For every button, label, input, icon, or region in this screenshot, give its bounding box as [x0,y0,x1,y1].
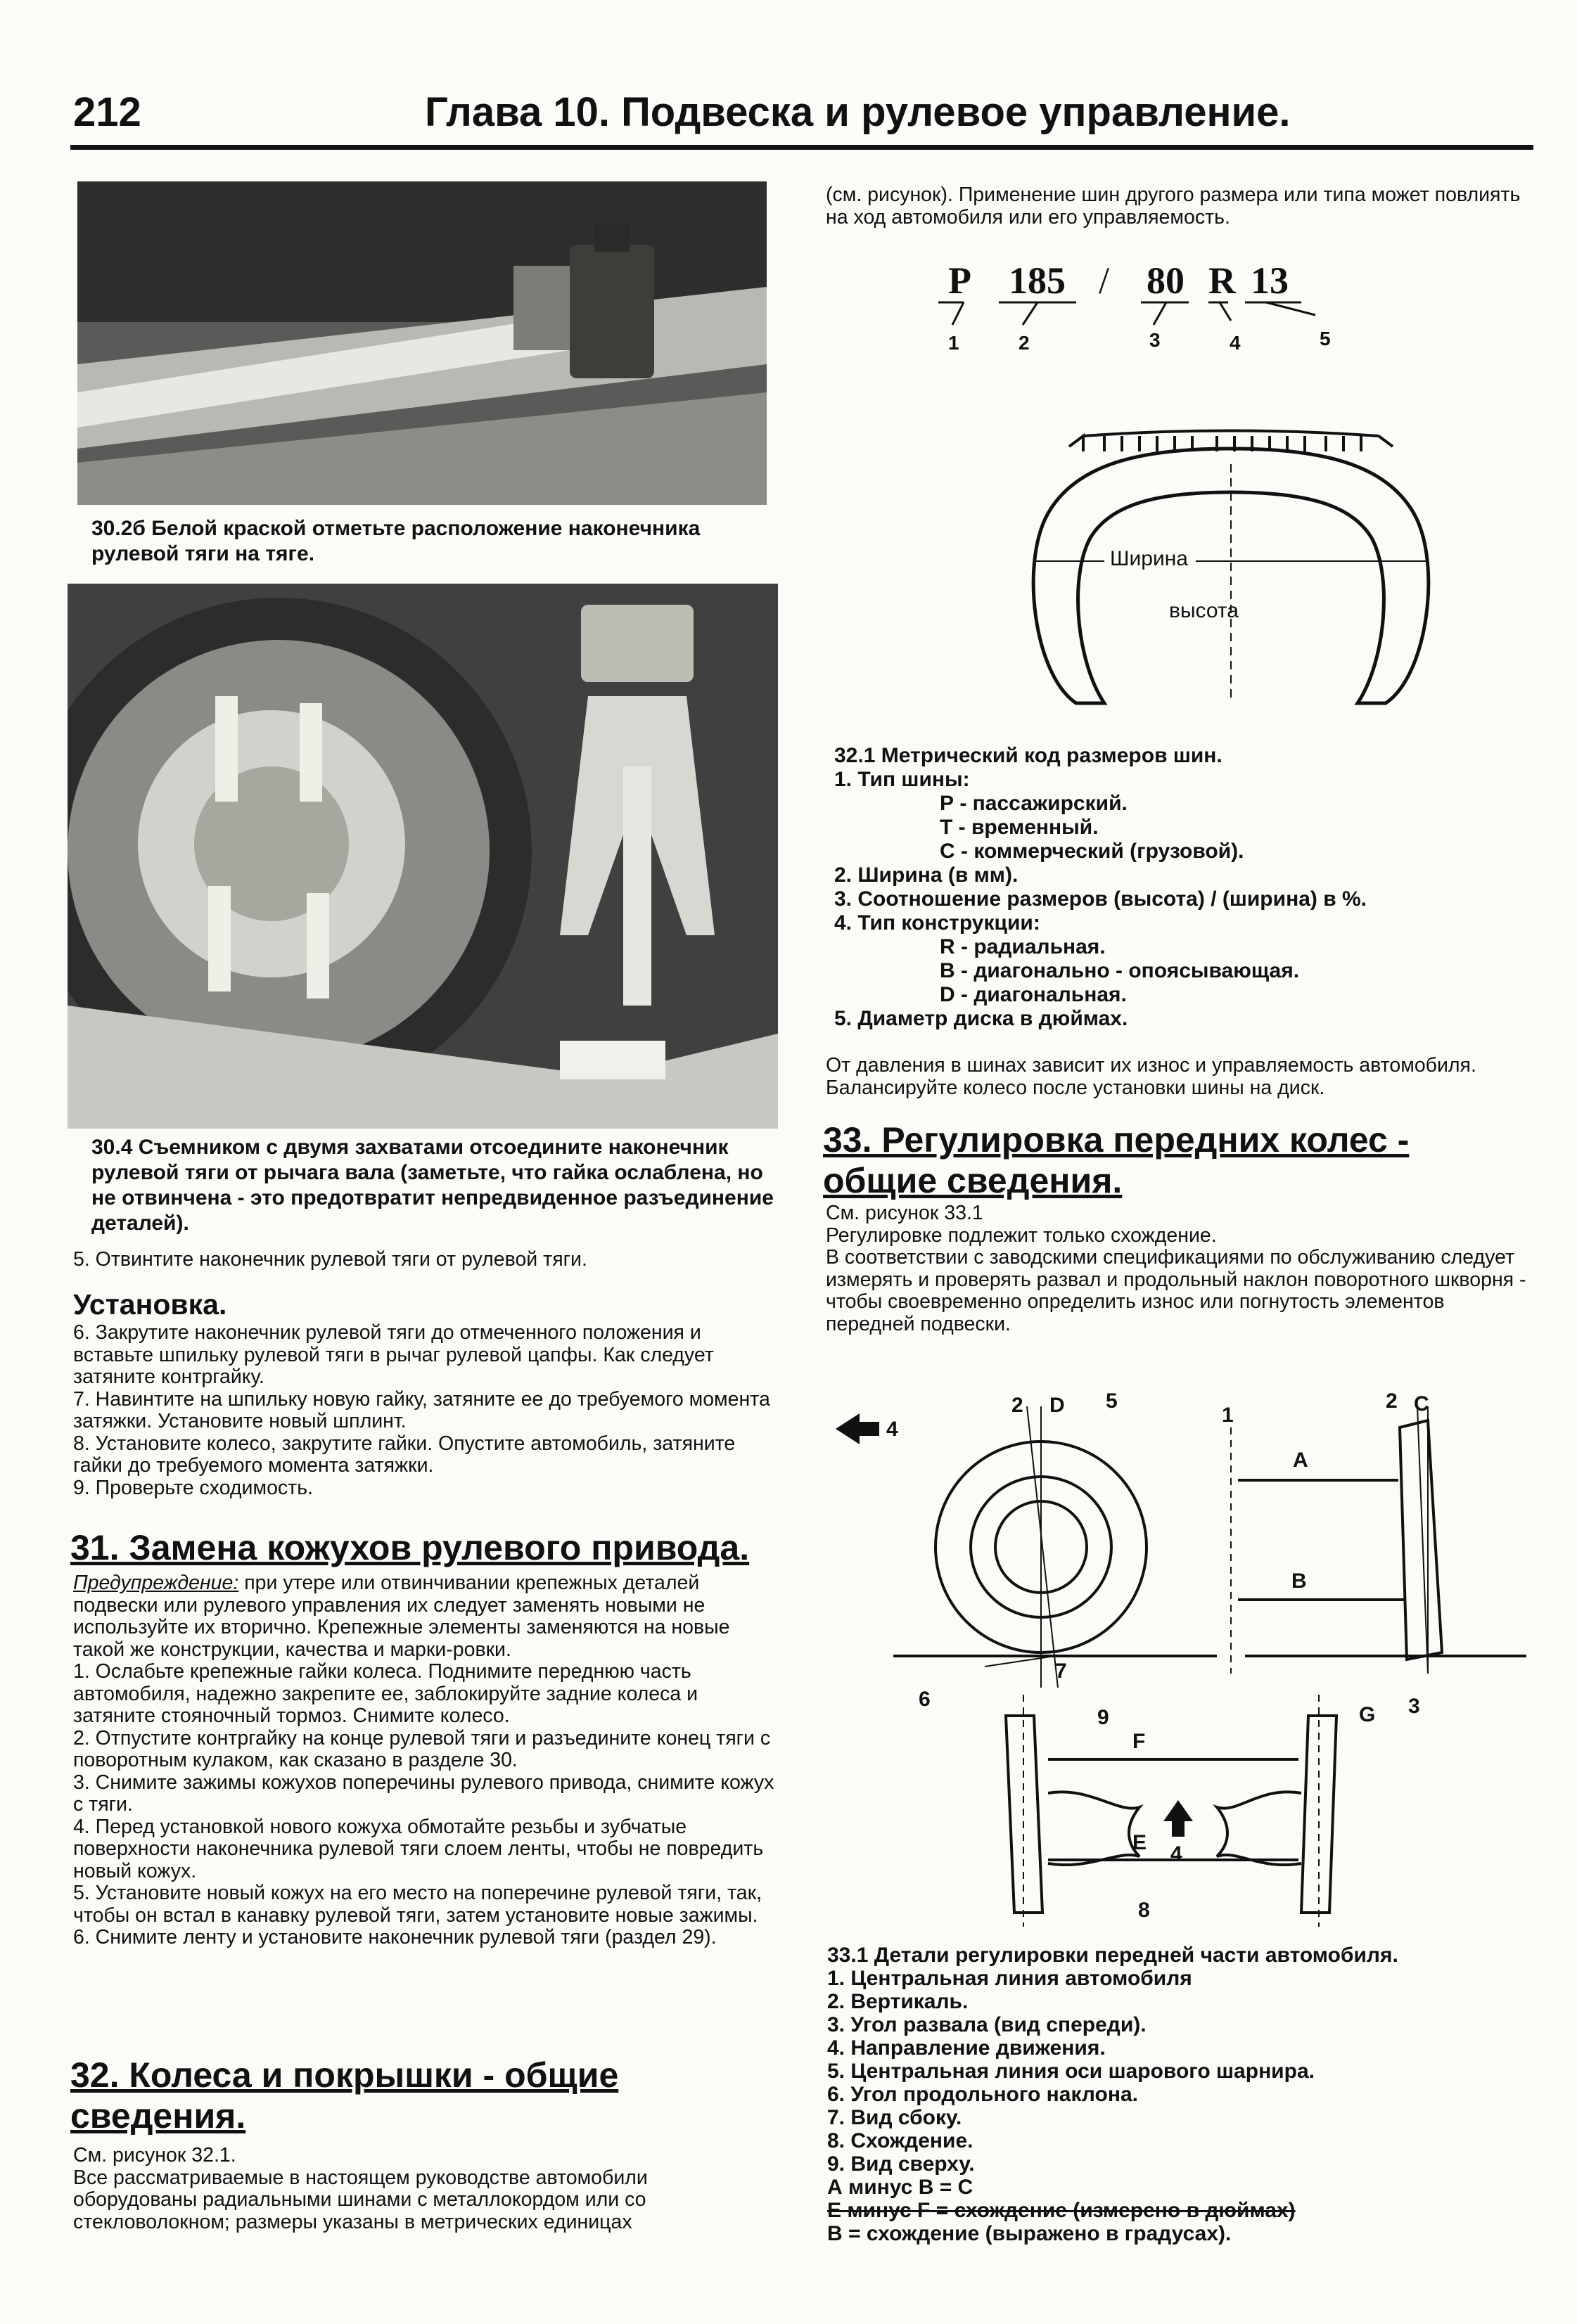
section-32-ref: См. рисунок 32.1. [73,2144,236,2166]
tire-code-ratio: 80 [1147,259,1185,302]
fig-32-1-title: 32.1 Метрический код размеров шин. [834,744,1222,767]
section-32-body [73,2145,777,2233]
fig-33-1-item: 3. Угол развала (вид спереди). [827,2013,1147,2036]
fig-33-1-item: 5. Центральная линия оси шарового шарнира. [827,2060,1315,2083]
tire-code-r: R [1208,259,1236,302]
diagram-label-2-right: 2 [1386,1389,1398,1413]
tire-code-width: 185 [1009,259,1066,302]
fig-32-1-item: Р - пассажирский. [940,792,1128,815]
fig-32-1-item: С - коммерческий (грузовой). [940,840,1244,863]
fig-33-1-item: 4. Направление движения. [827,2036,1106,2060]
fig-32-1-item: В - диагонально - опоясывающая. [940,959,1300,982]
tire-code-slash: / [1099,259,1110,302]
s31-step-3: 3. Снимите зажимы кожухов поперечины рулевого привода, снимите кожух с тяги. [73,1771,774,1816]
direction-arrow-up-icon [1163,1800,1193,1837]
diagram-label-5: 5 [1106,1389,1118,1413]
tire-code-p: P [948,259,971,302]
fig-32-1-item: 3. Соотношение размеров (высота) / (ширина) в %. [834,887,1367,911]
fig-33-1-item: 7. Вид сбоку. [827,2106,962,2129]
section-33-body [826,1202,1529,1335]
section-33-ref: См. рисунок 33.1 [826,1202,983,1224]
section-32-title-line2: сведения. [70,2096,246,2136]
diagram-label-E: E [1132,1831,1147,1854]
fig-33-1-item: 8. Схождение. [827,2129,973,2152]
diagram-label-6: 6 [919,1688,931,1711]
tire-code-label-5: 5 [1320,328,1331,349]
diagram-label-3: 3 [1408,1695,1420,1718]
photo-30-2b [77,181,767,505]
photo-30-4 [68,584,778,1129]
diagram-label-F: F [1132,1730,1146,1753]
fig-33-1-item: 9. Вид сверху. [827,2152,975,2176]
install-step-9: 9. Проверьте сходимость. [73,1476,313,1499]
alignment-diagram [823,1364,1540,1941]
s31-step-4: 4. Перед установкой нового кожуха обмотайте резьбы и зубчатые поверхности наконечника рулевой тяги слоем ленты, чтобы не повредить новый кожух. [73,1815,764,1882]
diagram-label-4-left: 4 [886,1418,898,1441]
section-32-title-line1: 32. Колеса и покрышки - общие [70,2055,619,2095]
section-32-title [70,2055,781,2136]
section-31-body [73,1572,777,1949]
fig-33-1-title: 33.1 Детали регулировки передней части автомобиля. [827,1944,1398,1967]
fig-33-1-item: В = схождение (выражено в градусах). [827,2222,1232,2245]
chapter-title: Глава 10. Подвеска и рулевое управление. [425,89,1291,135]
section-33-text-2: В соответствии с заводскими спецификациями по обслуживанию следует измерять и проверять развал и продольный наклон поворотного шкворня - чтобы своевременно определить износ или погнутость элементов передней подвески. [826,1246,1526,1335]
fig-32-1-item: 4. Тип конструкции: [834,911,1040,935]
tire-code-label-4: 4 [1230,332,1241,354]
install-step-8: 8. Установите колесо, закрутите гайки. Опустите автомобиль, затяните гайки до требуемого момента затяжки. [73,1432,736,1477]
section-31-title: 31. Замена кожухов рулевого привода. [70,1528,750,1567]
section-33-title-line1: 33. Регулировка передних колес - [823,1120,1410,1160]
diagram-label-2-left: 2 [1011,1394,1023,1417]
intro-text: (см. рисунок). Применение шин другого размера или типа может повлиять на ход автомобиля или его управляемость. [826,184,1521,229]
fig-32-1-item: R - радиальная. [940,935,1106,958]
section-33-title-line2: общие сведения. [823,1161,1123,1200]
fig-33-1-item: 6. Угол продольного наклона. [827,2083,1138,2106]
fig-32-1-item: Т - временный. [940,816,1099,839]
s31-step-2: 2. Отпустите контргайку на конце рулевой тяги и разъедините конец тяги с поворотным кулаком, как сказано в разделе 30. [73,1726,771,1771]
fig-32-1-item: 1. Тип шины: [834,768,970,791]
diagram-label-B: B [1291,1569,1307,1593]
direction-arrow-left-icon [836,1413,879,1444]
install-steps [73,1322,777,1499]
section-33-text-1: Регулировке подлежит только схождение. [826,1224,1217,1247]
tire-code [936,259,1329,357]
diagram-label-4-top: 4 [1170,1842,1182,1866]
pressure-note: От давления в шинах зависит их износ и управляемость автомобиля. Балансируйте колесо после установки шины на диск. [826,1054,1476,1099]
caption-30-2b: 30.2б Белой краской отметьте расположение наконечника рулевой тяги на тяге. [91,517,701,565]
s31-step-5: 5. Установите новый кожух на его место на поперечине рулевой тяги, так, чтобы он встал в канавку рулевой тяги, затем установите новые зажимы. [73,1882,762,1927]
diagram-label-C: C [1414,1392,1429,1415]
section-33-title [823,1119,1533,1201]
tire-code-diameter: 13 [1251,259,1289,302]
fig-33-1-item: А минус В = С [827,2176,973,2199]
tire-cross-section-diagram [1006,408,1456,738]
tire-code-leaders [936,300,1329,328]
s31-step-6: 6. Снимите ленту и установите наконечник рулевой тяги (раздел 29). [73,1926,717,1949]
fig-32-1-item: D - диагональная. [940,983,1127,1006]
section-32-text: Все рассматриваемые в настоящем руководстве автомобили оборудованы радиальными шинами с металлокордом или со стекловолокном; размеры указаны в метрических единицах [73,2166,648,2233]
fig-32-1-legend [834,744,1538,1031]
fig-33-1-legend [827,1944,1531,2245]
tire-width-label: Ширина [1110,547,1188,570]
diagram-label-D: D [1049,1394,1065,1417]
install-heading: Установка. [73,1288,227,1321]
fig-32-1-item: 2. Ширина (в мм). [834,864,1019,887]
diagram-label-9: 9 [1097,1706,1109,1729]
install-step-6: 6. Закрутите наконечник рулевой тяги до отмеченного положения и вставьте шпильку рулевой тяги в рычаг рулевой цапфы. Как следует затяните контргайку. [73,1321,714,1388]
page-number: 212 [73,89,141,135]
fig-33-1-item: 1. Центральная линия автомобиля [827,1967,1192,1990]
tire-code-label-3: 3 [1149,329,1161,351]
header-rule [70,145,1533,150]
fig-33-1-item: Е минус F = схождение (измерено в дюймах) [827,2199,1296,2222]
diagram-label-1: 1 [1222,1404,1234,1427]
tire-height-label: высота [1169,599,1239,622]
warning-label: Предупреждение: [73,1572,239,1594]
caption-30-4: 30.4 Съемником с двумя захватами отсоедините наконечник рулевой тяги от рычага вала (заметьте, что гайка ослаблена, но не отвинчена - это предотвратит непредвиденное разъединение деталей). [91,1136,774,1235]
diagram-label-8: 8 [1138,1899,1150,1922]
fig-32-1-item: 5. Диаметр диска в дюймах. [834,1007,1128,1030]
fig-33-1-item: 2. Вертикаль. [827,1990,969,2013]
diagram-label-7: 7 [1055,1659,1067,1683]
install-step-7: 7. Навинтите на шпильку новую гайку, затяните ее до требуемого момента затяжки. Установите новый шплинт. [73,1387,770,1432]
step-5: 5. Отвинтите наконечник рулевой тяги от рулевой тяги. [73,1248,587,1271]
s31-step-1: 1. Ослабьте крепежные гайки колеса. Поднимите переднюю часть автомобиля, надежно закрепите ее, заблокируйте задние колеса и затяните стояночный тормоз. Снимите колесо. [73,1660,698,1727]
diagram-label-G: G [1359,1703,1376,1726]
tire-code-label-1: 1 [948,332,959,354]
diagram-label-A: A [1293,1449,1308,1472]
tire-code-label-2: 2 [1019,332,1030,354]
warning-text: при утере или отвинчивании крепежных деталей подвески или рулевого управления их следует заменять новыми не используйте их вторично. Крепежные элементы заменяются на новые такой же конструкции, качества и марки-ровки. [73,1572,730,1661]
